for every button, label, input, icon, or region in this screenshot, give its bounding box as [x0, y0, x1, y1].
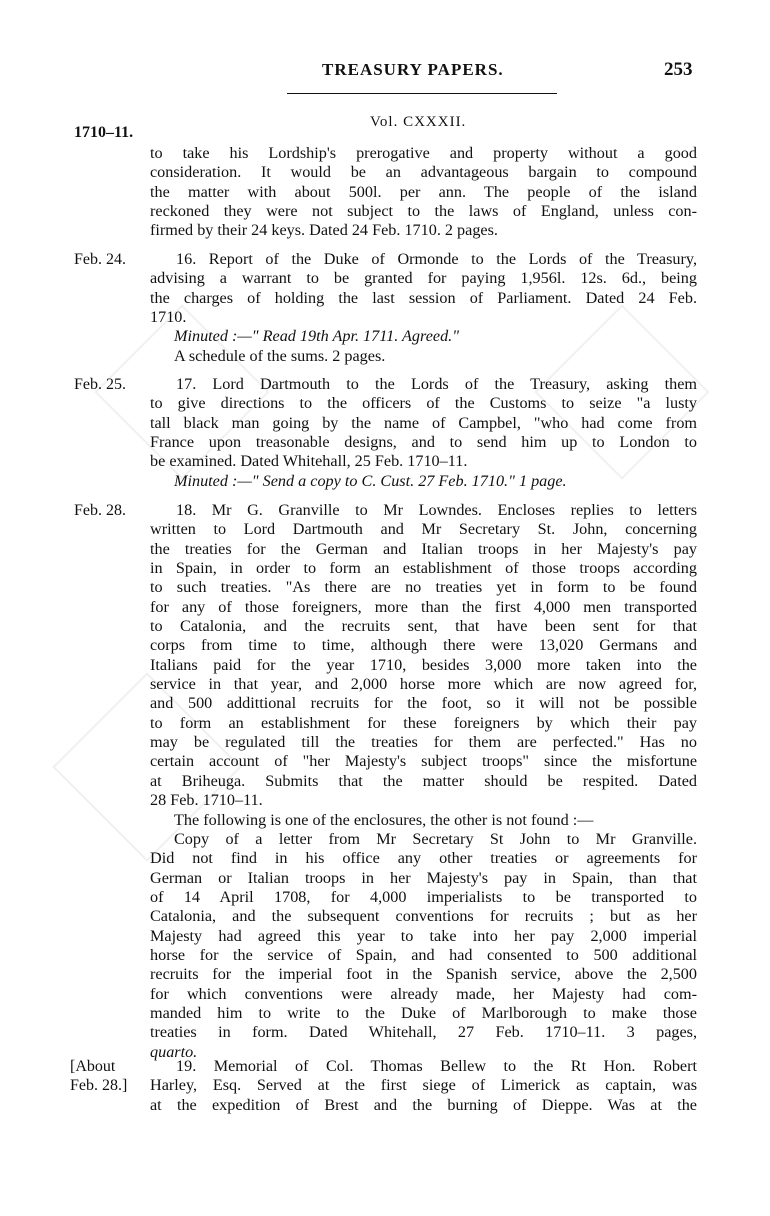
text-line: to such treaties. "As there are no treaties yet in form to be found [150, 578, 697, 597]
volume-heading: Vol. CXXXII. [370, 114, 467, 130]
text-line: firmed by their 24 keys. Dated 24 Feb. 1710. 2 pages. [150, 221, 498, 240]
text-line: 17. Lord Dartmouth to the Lords of the Treasury, asking them [176, 375, 697, 393]
text-line: Did not find in his office any other treaties or agreements for [150, 849, 697, 868]
text-line: to form an establishment for these foreigners by which their pay [150, 713, 697, 732]
entry-19 [150, 1057, 697, 1115]
text-line: recruits for the imperial foot in the Spanish service, above the 2,500 [150, 965, 697, 984]
text-line: of 14 April 1708, for 4,000 imperialists to be transported to [150, 887, 697, 906]
text-line: corps from time to time, although there were 13,020 Germans and [150, 636, 697, 655]
text-line: tall black man going by the name of Campbel, "who had come from [150, 413, 697, 432]
text-line: certain account of "her Majesty's subject troops" since the misfortune [150, 752, 697, 771]
text-line: be examined. Dated Whitehall, 25 Feb. 1710–11. [150, 452, 468, 471]
entry-17 [150, 375, 697, 491]
header-rule [287, 93, 557, 94]
text-line: the charges of holding the last session of Parliament. Dated 24 Feb. [150, 288, 697, 307]
text-line: 1710. [150, 308, 187, 327]
text-line: 19. Memorial of Col. Thomas Bellew to the Rt Hon. Robert [176, 1057, 697, 1075]
entry-date: Feb. 24. [74, 251, 126, 268]
text-line: consideration. It would be an advantageous bargain to compound [150, 163, 697, 182]
year-margin-note: 1710–11. [74, 124, 134, 141]
entry-continuation [150, 144, 697, 241]
entry-16 [150, 250, 697, 366]
text-line: Copy of a letter from Mr Secretary St John to Mr Granville. [174, 829, 697, 848]
minute-line: Minuted :—" Read 19th Apr. 1711. Agreed." [174, 327, 460, 346]
text-line: to Catalonia, and the recruits sent, that have been sent for that [150, 617, 697, 636]
text-line: and 500 addittional recruits for the foot, so it will not be possible [150, 694, 697, 713]
entry-date: Feb. 25. [74, 376, 126, 393]
text-line: Italians paid for the year 1710, besides 3,000 more taken into the [150, 655, 697, 674]
text-line: in Spain, in order to form an establishment of those troops according [150, 559, 697, 578]
running-header-title: TREASURY PAPERS. [322, 60, 504, 79]
text-line: 16. Report of the Duke of Ormonde to the Lords of the Treasury, [176, 250, 697, 268]
text-line: the matter with about 500l. per ann. The people of the island [150, 182, 697, 201]
entry-date [70, 1057, 127, 1096]
text-line: France upon treasonable designs, and to send him up to London to [150, 433, 697, 452]
text-line: service in that year, and 2,000 horse more which are now agreed for, [150, 675, 697, 694]
page-number: 253 [664, 59, 693, 80]
text-line: manded him to write to the Duke of Marlborough to make those [150, 1003, 697, 1022]
text-line: 18. Mr G. Granville to Mr Lowndes. Encloses replies to letters [176, 501, 697, 519]
text-line: Catalonia, and the subsequent conventions for recruits ; but as her [150, 907, 697, 926]
text-line: at Briheuga. Submits that the matter should be respited. Dated [150, 771, 697, 790]
text-line: to take his Lordship's prerogative and property without a good [150, 144, 697, 162]
text-line: Majesty had agreed this year to take into her pay 2,000 imperial [150, 926, 697, 945]
text-line: at the expedition of Brest and the burning of Dieppe. Was at the [150, 1095, 697, 1114]
date-line: Feb. 28.] [70, 1077, 128, 1095]
text-line: to give directions to the officers of the Customs to seize "a lusty [150, 394, 697, 413]
text-line: quarto. [150, 1042, 198, 1061]
date-line: [About [70, 1058, 116, 1075]
text-line: for any of those foreigners, more than the first 4,000 men transported [150, 597, 697, 616]
text-line: reckoned they were not subject to the laws of England, unless con- [150, 202, 697, 221]
text-line: advising a warrant to be granted for paying 1,956l. 12s. 6d., being [150, 269, 697, 288]
text-line: horse for the service of Spain, and had consented to 500 additional [150, 945, 697, 964]
text-line: German or Italian troops in her Majesty's pay in Spain, than that [150, 868, 697, 887]
entry-date: Feb. 28. [74, 502, 126, 519]
text-line: may be regulated till the treaties for them are perfected." Has no [150, 733, 697, 752]
text-line: the treaties for the German and Italian troops in her Majesty's pay [150, 539, 697, 558]
text-line: written to Lord Dartmouth and Mr Secretary St. John, concerning [150, 520, 697, 539]
text-line: Harley, Esq. Served at the first siege of Limerick as captain, was [150, 1076, 697, 1095]
text-line: for which conventions were already made, her Majesty had com- [150, 984, 697, 1003]
text-line: The following is one of the enclosures, the other is not found :— [174, 810, 594, 829]
entry-18 [150, 501, 697, 1062]
text-line: A schedule of the sums. 2 pages. [174, 346, 386, 365]
text-line: treaties in form. Dated Whitehall, 27 Feb. 1710–11. 3 pages, [150, 1023, 697, 1042]
minute-line: Minuted :—" Send a copy to C. Cust. 27 Feb. 1710." 1 page. [174, 471, 567, 490]
text-line: 28 Feb. 1710–11. [150, 791, 263, 810]
